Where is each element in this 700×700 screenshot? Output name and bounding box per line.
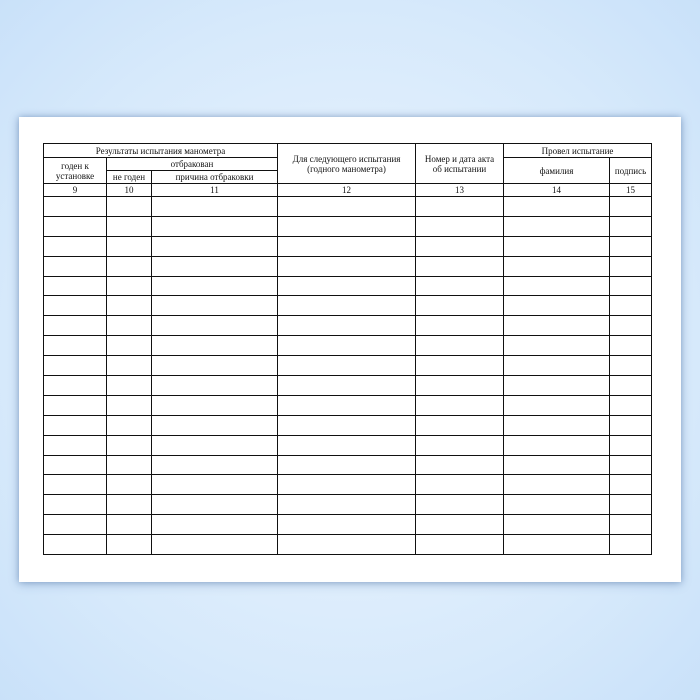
table-cell[interactable] [416, 316, 504, 336]
table-cell[interactable] [44, 376, 107, 396]
table-cell[interactable] [152, 256, 278, 276]
table-row [44, 515, 652, 535]
table-row [44, 415, 652, 435]
table-cell[interactable] [107, 515, 152, 535]
table-cell[interactable] [278, 455, 416, 475]
table-cell[interactable] [610, 316, 652, 336]
column-number-11: 11 [152, 184, 278, 197]
table-cell[interactable] [610, 296, 652, 316]
column-number-14: 14 [504, 184, 610, 197]
table-row [44, 256, 652, 276]
table-cell[interactable] [610, 515, 652, 535]
header-fit-for-install [44, 158, 107, 184]
table-cell[interactable] [278, 475, 416, 495]
table-cell[interactable] [278, 197, 416, 217]
table-cell[interactable] [44, 415, 107, 435]
table-row [44, 316, 652, 336]
table-cell[interactable] [278, 356, 416, 376]
table-cell[interactable] [152, 216, 278, 236]
table-cell[interactable] [278, 216, 416, 236]
table-cell[interactable] [504, 455, 610, 475]
header-act-number-date [416, 144, 504, 184]
table-cell[interactable] [504, 256, 610, 276]
table-cell[interactable] [44, 495, 107, 515]
table-cell[interactable] [278, 535, 416, 555]
table-cell[interactable] [416, 535, 504, 555]
table-cell[interactable] [107, 236, 152, 256]
table-cell[interactable] [44, 256, 107, 276]
table-row [44, 197, 652, 217]
table-cell[interactable] [504, 276, 610, 296]
table-row [44, 535, 652, 555]
table-cell[interactable] [44, 435, 107, 455]
table-cell[interactable] [610, 197, 652, 217]
table-row [44, 455, 652, 475]
table-cell[interactable] [416, 276, 504, 296]
table-cell[interactable] [107, 197, 152, 217]
table-cell[interactable] [610, 356, 652, 376]
table-row [44, 376, 652, 396]
table-cell[interactable] [416, 475, 504, 495]
table-cell[interactable] [416, 356, 504, 376]
column-number-15: 15 [610, 184, 652, 197]
table-cell[interactable] [416, 455, 504, 475]
table-cell[interactable] [44, 515, 107, 535]
header-test-results: Результаты испытания манометра [44, 144, 278, 158]
table-cell[interactable] [278, 495, 416, 515]
table-cell[interactable] [152, 475, 278, 495]
table-cell[interactable] [152, 356, 278, 376]
column-number-row [44, 184, 652, 197]
form-sheet [19, 117, 681, 582]
table-cell[interactable] [610, 336, 652, 356]
table-cell[interactable] [152, 197, 278, 217]
table-cell[interactable] [416, 197, 504, 217]
table-cell[interactable] [107, 376, 152, 396]
table-cell[interactable] [504, 236, 610, 256]
header-signature: подпись [610, 158, 652, 184]
table-cell[interactable] [504, 415, 610, 435]
table-cell[interactable] [278, 435, 416, 455]
column-number-13: 13 [416, 184, 504, 197]
table-cell[interactable] [610, 256, 652, 276]
table-cell[interactable] [107, 356, 152, 376]
table-cell[interactable] [44, 197, 107, 217]
table-cell[interactable] [610, 376, 652, 396]
table-cell[interactable] [504, 197, 610, 217]
table-cell[interactable] [152, 535, 278, 555]
table-cell[interactable] [44, 356, 107, 376]
table-cell[interactable] [107, 435, 152, 455]
table-cell[interactable] [107, 535, 152, 555]
table-cell[interactable] [610, 415, 652, 435]
table-cell[interactable] [504, 316, 610, 336]
table-row [44, 475, 652, 495]
table-cell[interactable] [107, 495, 152, 515]
table-cell[interactable] [152, 276, 278, 296]
table-row [44, 296, 652, 316]
table-row [44, 495, 652, 515]
table-cell[interactable] [152, 336, 278, 356]
header-reject-reason: причина отбраковки [152, 171, 278, 184]
column-number-10: 10 [107, 184, 152, 197]
table-cell[interactable] [152, 395, 278, 415]
table-cell[interactable] [278, 236, 416, 256]
table-cell[interactable] [610, 435, 652, 455]
table-cell[interactable] [504, 475, 610, 495]
table-cell[interactable] [610, 495, 652, 515]
column-number-9: 9 [44, 184, 107, 197]
manometer-test-table [43, 143, 652, 555]
column-number-12: 12 [278, 184, 416, 197]
table-cell[interactable] [44, 535, 107, 555]
table-cell[interactable] [107, 296, 152, 316]
table-cell[interactable] [416, 435, 504, 455]
table-row [44, 236, 652, 256]
table-cell[interactable] [504, 435, 610, 455]
table-cell[interactable] [504, 216, 610, 236]
table-cell[interactable] [504, 376, 610, 396]
table-cell[interactable] [107, 395, 152, 415]
table-cell[interactable] [278, 256, 416, 276]
table-cell[interactable] [278, 276, 416, 296]
table-cell[interactable] [610, 216, 652, 236]
table-cell[interactable] [107, 276, 152, 296]
table-cell[interactable] [504, 296, 610, 316]
header-fit-line2: установке [55, 170, 95, 181]
header-next-test-line1: Для следующего испытания [292, 153, 401, 164]
table-row [44, 356, 652, 376]
header-next-test [278, 144, 416, 184]
header-act-line2: об испытании [432, 163, 487, 174]
header-unfit: не годен [107, 171, 152, 184]
table-cell[interactable] [44, 316, 107, 336]
table-cell[interactable] [44, 475, 107, 495]
table-cell[interactable] [610, 455, 652, 475]
table-cell[interactable] [504, 395, 610, 415]
table-cell[interactable] [416, 395, 504, 415]
table-cell[interactable] [416, 376, 504, 396]
table-cell[interactable] [107, 256, 152, 276]
header-surname: фамилия [504, 158, 610, 184]
table-cell[interactable] [416, 256, 504, 276]
table-row [44, 435, 652, 455]
table-cell[interactable] [504, 535, 610, 555]
table-cell[interactable] [152, 415, 278, 435]
table-cell[interactable] [610, 395, 652, 415]
table-cell[interactable] [107, 316, 152, 336]
table-cell[interactable] [44, 236, 107, 256]
table-cell[interactable] [44, 336, 107, 356]
table-cell[interactable] [278, 415, 416, 435]
table-cell[interactable] [107, 336, 152, 356]
table-cell[interactable] [44, 395, 107, 415]
table-cell[interactable] [44, 455, 107, 475]
table-row [44, 276, 652, 296]
header-tested-by: Провел испытание [504, 144, 652, 158]
table-row [44, 336, 652, 356]
header-fit-line1: годен к [61, 160, 89, 171]
table-cell[interactable] [278, 376, 416, 396]
table-cell[interactable] [152, 515, 278, 535]
table-cell[interactable] [504, 495, 610, 515]
table-cell[interactable] [44, 216, 107, 236]
table-cell[interactable] [278, 395, 416, 415]
table-cell[interactable] [416, 236, 504, 256]
table-cell[interactable] [152, 236, 278, 256]
table-cell[interactable] [152, 316, 278, 336]
table-cell[interactable] [278, 316, 416, 336]
table-cell[interactable] [504, 515, 610, 535]
table-cell[interactable] [107, 455, 152, 475]
table-cell[interactable] [107, 216, 152, 236]
table-cell[interactable] [278, 515, 416, 535]
table-cell[interactable] [152, 455, 278, 475]
table-cell[interactable] [416, 336, 504, 356]
table-cell[interactable] [152, 296, 278, 316]
table-cell[interactable] [504, 356, 610, 376]
table-cell[interactable] [416, 415, 504, 435]
table-cell[interactable] [610, 475, 652, 495]
table-cell[interactable] [504, 336, 610, 356]
header-next-test-line2: (годного манометра) [307, 163, 386, 174]
table-cell[interactable] [107, 415, 152, 435]
table-cell[interactable] [44, 296, 107, 316]
table-cell[interactable] [610, 236, 652, 256]
table-cell[interactable] [416, 296, 504, 316]
table-cell[interactable] [416, 216, 504, 236]
table-cell[interactable] [416, 495, 504, 515]
table-cell[interactable] [152, 495, 278, 515]
header-rejected: отбракован [107, 158, 278, 171]
table-row [44, 216, 652, 236]
header-act-line1: Номер и дата акта [424, 153, 495, 164]
table-cell[interactable] [278, 336, 416, 356]
table-cell[interactable] [152, 376, 278, 396]
table-cell[interactable] [44, 276, 107, 296]
table-row [44, 395, 652, 415]
table-cell[interactable] [610, 276, 652, 296]
table-cell[interactable] [152, 435, 278, 455]
table-cell[interactable] [278, 296, 416, 316]
table-cell[interactable] [610, 535, 652, 555]
table-cell[interactable] [107, 475, 152, 495]
table-cell[interactable] [416, 515, 504, 535]
